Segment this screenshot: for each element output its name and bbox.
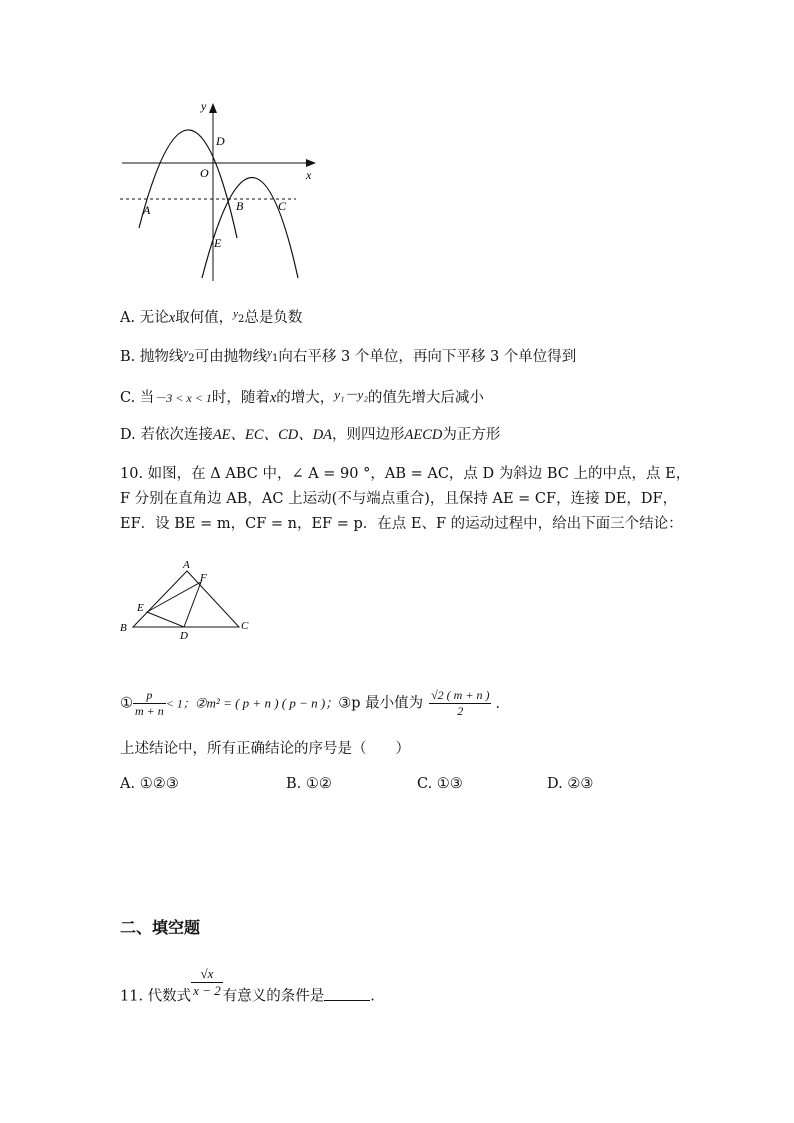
tri-label-E: E — [137, 602, 144, 614]
fraction-p-over-mn: $\frac{p}{m + n}$ — [135, 688, 164, 718]
choice-c[interactable]: C. ①③ — [417, 776, 463, 792]
answer-blank[interactable] — [324, 988, 370, 1001]
parabola-y2 — [202, 178, 298, 279]
q11: 11. 代数式 $\frac{√x}{x - 2}$ 有意义的条件是 . — [120, 966, 375, 1005]
fraction-sqrt2-mn: $\frac{√2 ( m + n )}{2}$ — [431, 688, 490, 718]
label-C: C — [278, 199, 287, 213]
q10-ask: 上述结论中，所有正确结论的序号是（ ） — [120, 741, 410, 757]
x-axis-arrow — [306, 159, 316, 167]
label-y: y — [201, 99, 207, 113]
option-a: A. 无论x取何值，$^y$2总是负数 — [120, 308, 303, 326]
label-B: B — [236, 199, 244, 213]
tri-label-B: B — [120, 622, 127, 634]
label-D: D — [216, 134, 225, 148]
y-axis-arrow — [209, 103, 217, 113]
triangle-abc — [133, 571, 239, 627]
tri-label-A: A — [183, 559, 190, 571]
label-x: x — [306, 168, 312, 182]
fraction-sqrtx-over-x-2: $\frac{√x}{x - 2}$ — [193, 966, 221, 998]
q10-conclusions: ① $\frac{p}{m + n}$ < 1；②m² = ( p + n ) ( p − n )；③p 最小值为 $\frac{√2 ( m + n )}{2}$ ． — [120, 688, 510, 718]
label-A: A — [143, 203, 151, 217]
option-b: B. 抛物线$^y$2可由抛物线$^y$1向右平移 3 个单位，再向下平移 3 个单位得到 — [120, 347, 577, 365]
choice-b[interactable]: B. ①② — [286, 776, 332, 792]
section-title: 二、填空题 — [120, 918, 201, 937]
q10-line2: F 分别在直角边 AB，AC 上运动(不与端点重合)，且保持 AE = CF，连接 DE，DF， — [120, 491, 678, 507]
tri-label-C: C — [241, 620, 249, 632]
choice-a[interactable]: A. ①②③ — [120, 776, 179, 792]
option-d: D. 若依次连接AE、EC、CD、DA，则四边形AECD为正方形 — [120, 427, 501, 443]
q10-line1: 10. 如图，在 Δ ABC 中，∠ A = 90 °，AB = AC，点 D 为斜边 BC 上的中点，点 E， — [120, 466, 691, 482]
label-O: O — [200, 166, 209, 180]
choice-d[interactable]: D. ②③ — [547, 776, 594, 792]
tri-label-D: D — [180, 630, 188, 642]
option-c: C. 当－3 < x < 1时，随着x的增大，y₁－y₂的值先增大后减小 — [120, 387, 484, 406]
triangle-diagram — [112, 556, 262, 642]
label-E: E — [214, 236, 222, 250]
parabola-graph — [110, 95, 330, 290]
q10-line3: EF．设 BE = m，CF = n，EF = p．在点 E、F 的运动过程中，给出下面三个结论： — [120, 516, 683, 532]
tri-label-F: F — [200, 572, 207, 584]
